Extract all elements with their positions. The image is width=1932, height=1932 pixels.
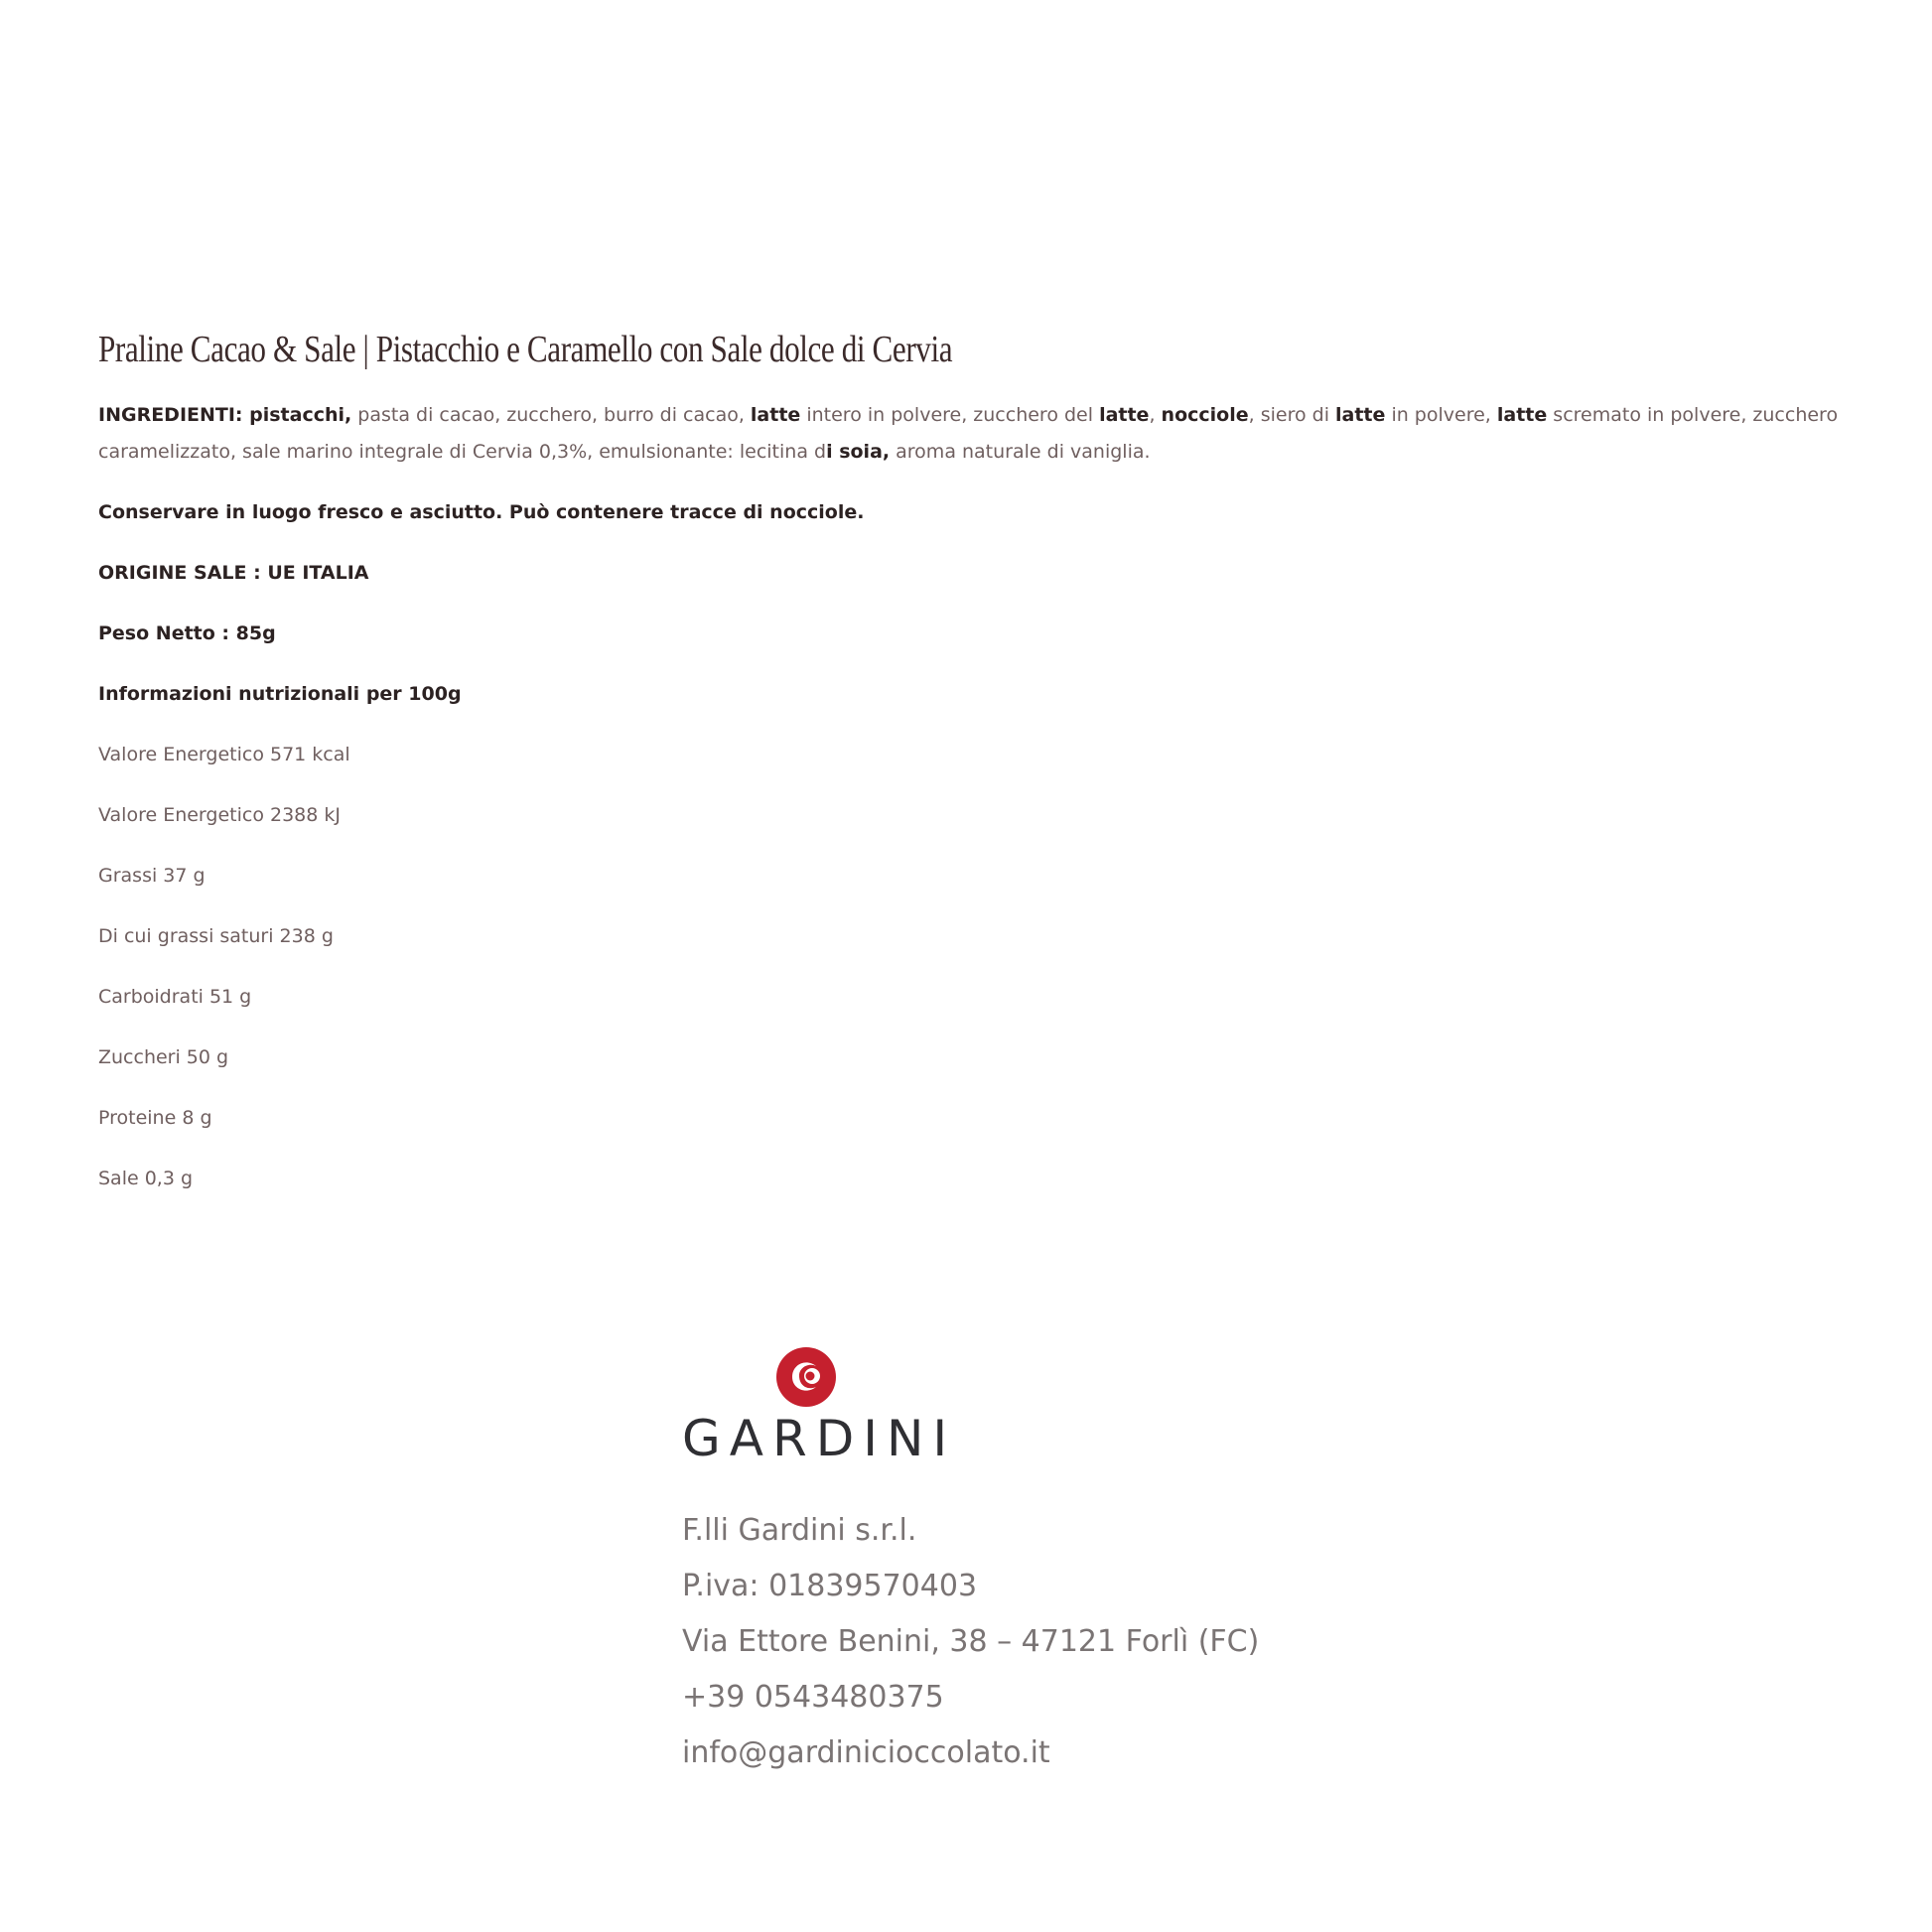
product-details [98, 328, 1856, 1221]
ingredient-highlight: nocciole [1161, 404, 1249, 426]
ingredient-highlight: latte [750, 404, 801, 426]
nutrition-heading: Informazioni nutrizionali per 100g [98, 683, 462, 705]
company-footer [682, 1346, 1377, 1781]
gardini-mark-icon [770, 1346, 844, 1408]
ingredient-text: in polvere, [1385, 404, 1497, 426]
nutrition-row: Sale 0,3 g [98, 1168, 194, 1189]
ingredient-text: pasta di cacao, zucchero, burro di cacao, [351, 404, 751, 426]
nutrition-row: Di cui grassi saturi 238 g [98, 925, 334, 947]
phone-link[interactable]: +39 0543480375 [682, 1680, 944, 1715]
ingredients-paragraph [98, 397, 1856, 471]
company-address: Via Ettore Benini, 38 – 47121 Forlì (FC) [682, 1624, 1260, 1659]
nutrition-row: Zuccheri 50 g [98, 1046, 229, 1068]
ingredient-text: aroma naturale di vaniglia. [890, 441, 1151, 463]
nutrition-row: Valore Energetico 571 kcal [98, 744, 350, 765]
salt-origin: ORIGINE SALE : UE ITALIA [98, 562, 369, 584]
ingredient-text: intero in polvere, zucchero del [800, 404, 1100, 426]
email-link[interactable]: info@gardinicioccolato.it [682, 1735, 1050, 1770]
ingredient-text: , siero di [1248, 404, 1336, 426]
nutrition-row: Grassi 37 g [98, 865, 206, 887]
nutrition-row: Valore Energetico 2388 kJ [98, 804, 341, 826]
nutrition-row: Carboidrati 51 g [98, 986, 252, 1008]
product-title: Praline Cacao & Sale | Pistacchio e Caramello con Sale dolce di Cervia [98, 329, 953, 370]
company-name: F.lli Gardini s.r.l. [682, 1513, 917, 1548]
ingredient-highlight: latte [1496, 404, 1548, 426]
gardini-logo[interactable] [682, 1346, 957, 1467]
ingredient-highlight: latte [1099, 404, 1150, 426]
net-weight: Peso Netto : 85g [98, 622, 276, 644]
ingredient-highlight: INGREDIENTI: pistacchi, [98, 404, 352, 426]
ingredient-highlight: i soia, [826, 441, 891, 463]
vat-number: P.iva: 01839570403 [682, 1569, 978, 1603]
nutrition-row: Proteine 8 g [98, 1107, 212, 1129]
storage-note: Conservare in luogo fresco e asciutto. Può contenere tracce di nocciole. [98, 501, 865, 523]
ingredient-text: , [1149, 404, 1162, 426]
company-info [682, 1503, 1377, 1781]
logo-wordmark: GARDINI [682, 1410, 957, 1467]
ingredient-text: scremato in polvere, zucchero caramelizzato, sale marino integrale di Cervia 0,3%, emulsionante: lecitina d [98, 404, 1839, 463]
ingredient-highlight: latte [1335, 404, 1386, 426]
